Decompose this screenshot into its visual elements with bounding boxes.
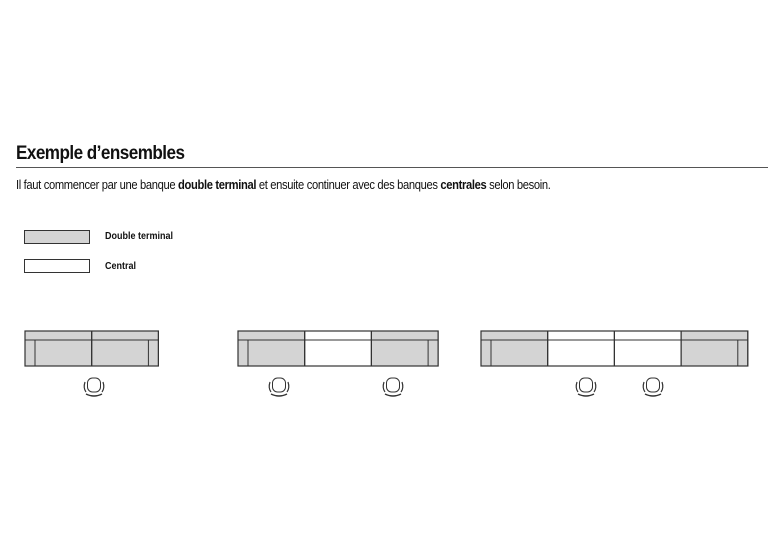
chair-back bbox=[385, 394, 401, 396]
chair-back bbox=[271, 394, 287, 396]
chair-back bbox=[578, 394, 594, 396]
intro-bold-double-terminal: double terminal bbox=[178, 177, 257, 192]
central-module bbox=[548, 331, 615, 366]
chair-back bbox=[86, 394, 102, 396]
central-module bbox=[305, 331, 372, 366]
arrangement-2 bbox=[238, 331, 438, 366]
arrangement-3 bbox=[481, 331, 748, 366]
page-title: Exemple d’ensembles bbox=[16, 143, 185, 164]
chair-icon bbox=[383, 378, 403, 396]
chair-seat bbox=[580, 378, 593, 392]
chair-arm-left bbox=[576, 382, 578, 392]
chair-seat bbox=[387, 378, 400, 392]
chair-arm-left bbox=[269, 382, 271, 392]
chair-arm-right bbox=[401, 382, 403, 392]
chair-arm-right bbox=[661, 382, 663, 392]
chair-seat bbox=[647, 378, 660, 392]
chair-seat bbox=[88, 378, 101, 392]
intro-part-2: et ensuite continuer avec des banques bbox=[256, 177, 441, 192]
intro-part-3: selon besoin. bbox=[486, 177, 551, 192]
central-module bbox=[614, 331, 681, 366]
chair-icon bbox=[576, 378, 596, 396]
chair-arm-right bbox=[102, 382, 104, 392]
intro-part-1: Il faut commencer par une banque bbox=[16, 177, 179, 192]
chair-icon bbox=[269, 378, 289, 396]
chair-arm-left bbox=[383, 382, 385, 392]
chair-seat bbox=[273, 378, 286, 392]
chair-arm-left bbox=[643, 382, 645, 392]
chair-back bbox=[645, 394, 661, 396]
chair-arm-right bbox=[594, 382, 596, 392]
legend-label-double-terminal: Double terminal bbox=[105, 231, 174, 242]
arrangement-1 bbox=[25, 331, 158, 366]
chair-arm-right bbox=[287, 382, 289, 392]
chair-icon bbox=[84, 378, 104, 396]
chair-arm-left bbox=[84, 382, 86, 392]
intro-bold-central: centrales bbox=[440, 177, 487, 192]
chair-icon bbox=[643, 378, 663, 396]
legend-label-central: Central bbox=[105, 261, 137, 272]
